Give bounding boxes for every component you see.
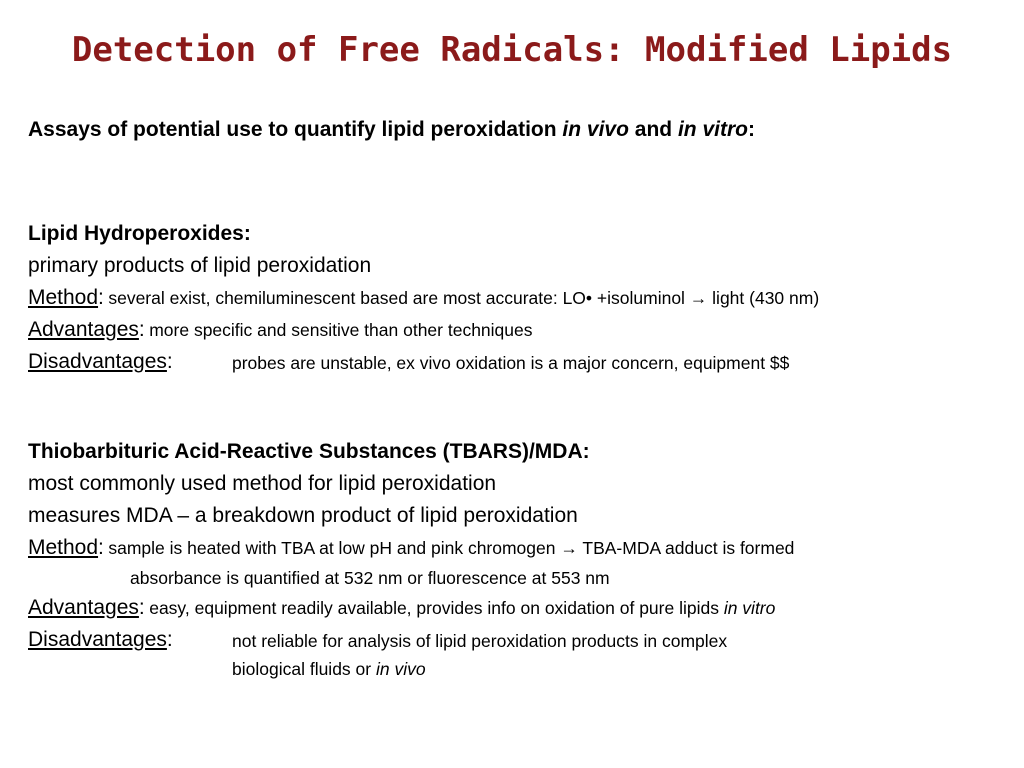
colon: : (138, 318, 145, 341)
colon: : (166, 628, 173, 651)
slide-title: Detection of Free Radicals: Modified Lipids (71, 30, 953, 70)
intro-in-vivo: in vivo (562, 118, 629, 141)
colon: : (138, 596, 145, 619)
intro-line (28, 118, 755, 142)
section2-heading: Thiobarbituric Acid-Reactive Substances (TBARS)/MDA: (28, 440, 590, 463)
section2-dis-text2: biological fluids or (232, 659, 376, 679)
section1-method-label: Method (28, 286, 99, 309)
section1-method-row (28, 286, 819, 310)
section2-adv-label: Advantages (28, 596, 139, 619)
section1-dis-text: probes are unstable, ex vivo oxidation is a major concern, equipment $$ (232, 353, 790, 373)
section2-line2: measures MDA – a breakdown product of lipid peroxidation (28, 504, 578, 527)
section2-dis-italic: in vivo (375, 659, 426, 679)
section1-dis-label: Disadvantages (28, 350, 167, 373)
section1-adv-label: Advantages (28, 318, 139, 341)
section2-line1: most commonly used method for lipid peroxidation (28, 472, 497, 495)
colon: : (166, 350, 173, 373)
section2-method-text2: absorbance is quantified at 532 nm or fluorescence at 553 nm (130, 568, 610, 588)
colon: : (98, 536, 104, 559)
section2-dis-row (28, 628, 173, 652)
intro-in-vitro: in vitro (677, 118, 748, 141)
section1-adv-text: more specific and sensitive than other techniques (149, 320, 533, 340)
section1-dis-row (28, 350, 173, 374)
colon: : (98, 286, 104, 309)
section2-method-row (28, 536, 794, 560)
section1-heading: Lipid Hydroperoxides: (28, 222, 251, 245)
section2-dis-label: Disadvantages (28, 628, 167, 651)
section1-line1: primary products of lipid peroxidation (28, 254, 372, 277)
section2-adv-text: easy, equipment readily available, provides info on oxidation of pure lipids (149, 598, 724, 618)
section1-adv-row (28, 318, 533, 342)
section2-dis-text: not reliable for analysis of lipid peroxidation products in complex (232, 631, 728, 651)
section2-method-text: sample is heated with TBA at low pH and pink chromogen → TBA-MDA adduct is formed (108, 538, 795, 558)
intro-suffix: : (747, 118, 755, 141)
section2-method-label: Method (28, 536, 99, 559)
intro-prefix: Assays of potential use to quantify lipid peroxidation (28, 118, 563, 141)
section2-adv-row (28, 596, 775, 620)
intro-and: and (628, 118, 678, 141)
section2-dis-text2-row (232, 659, 426, 680)
section2-adv-italic: in vitro (723, 598, 776, 618)
section1-method-text: several exist, chemiluminescent based are most accurate: LO• +isoluminol → light (430 nm) (108, 288, 820, 308)
